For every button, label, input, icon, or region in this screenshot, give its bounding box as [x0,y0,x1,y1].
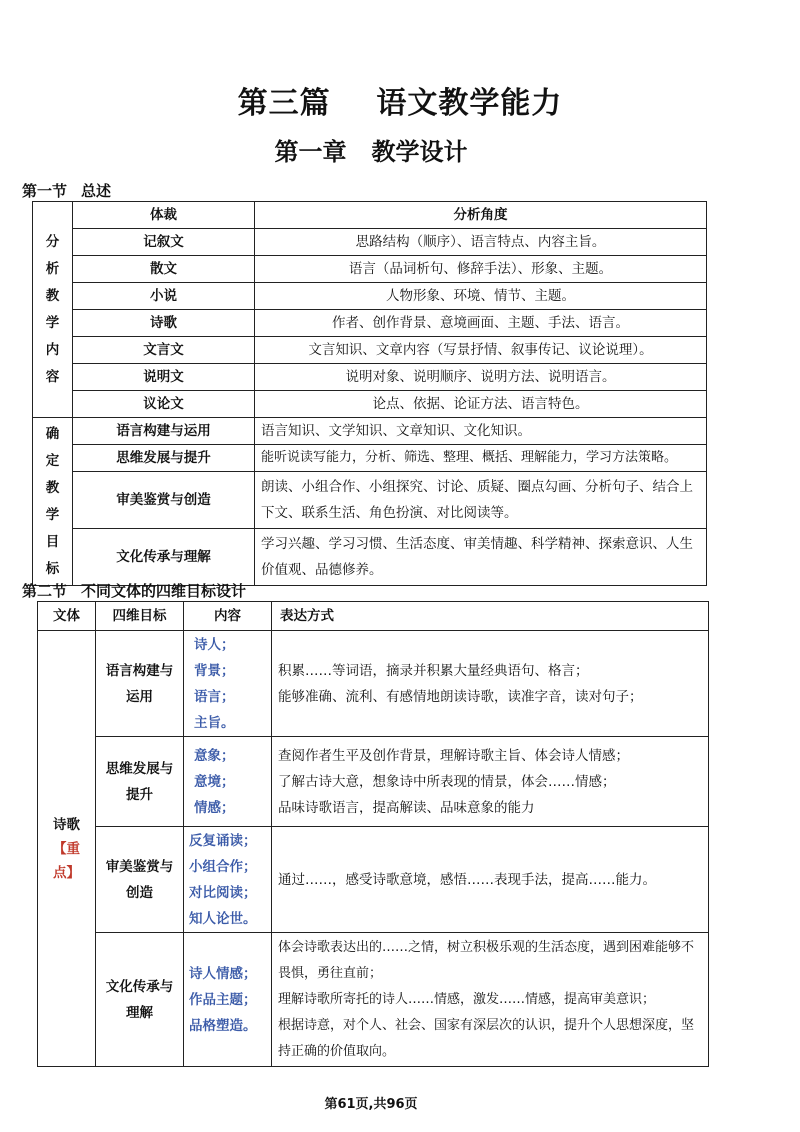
title-name: 语文教学能力 [376,86,563,121]
table-row [33,337,707,364]
dim-cell: 审美鉴赏与 创造 [96,827,184,933]
header-genre: 体裁 [73,202,255,229]
table-row [33,283,707,310]
page-number: 第61页,共96页 [324,1097,418,1112]
goal-desc-cell: 能听说读写能力，分析、筛选、整理、概括、理解能力，学习方法策略。 [255,445,707,472]
expr-cell: 查阅作者生平及创作背景，理解诗歌主旨、体会诗人情感； 了解古诗大意，想象诗中所表现的情景，体会……情感； 品味诗歌语言，提高解读、品味意象的能力 [272,737,709,827]
content-cell: 意象； 意境； 情感； [184,737,272,827]
goal-name-cell: 语言构建与运用 [73,418,255,445]
table-row [38,933,709,1067]
section2-name: 不同文体的四维目标设计 [81,582,247,600]
angle-cell: 说明对象、说明顺序、说明方法、说明语言。 [255,364,707,391]
table-row [33,472,707,529]
goal-desc-cell: 学习兴趣、学习习惯、生活态度、审美情趣、科学精神、探索意识、人生价值观、品德修养。 [255,529,707,586]
chapter-title [0,132,742,167]
genre-cell: 议论文 [73,391,255,418]
goal-name-cell: 审美鉴赏与创造 [73,472,255,529]
dim-cell: 文化传承与 理解 [96,933,184,1067]
section1-num: 第一节 [22,182,68,200]
genre-poetry-cell [38,631,96,1067]
genre-cell: 记叙文 [73,229,255,256]
section1-name: 总述 [81,182,112,200]
group1-label: 分 析 教 学 内 容 [33,202,73,418]
group2-label: 确 定 教 学 目 标 [33,418,73,586]
goals-design-table [37,601,709,1067]
content-cell: 诗人情感； 作品主题； 品格塑造。 [184,933,272,1067]
goal-desc-cell: 朗读、小组合作、小组探究、讨论、质疑、圈点勾画、分析句子、结合上下文、联系生活、角色扮演、对比阅读等。 [255,472,707,529]
header-content: 内容 [184,602,272,631]
table-row [33,229,707,256]
expr-cell: 通过……，感受诗歌意境，感悟……表现手法，提高……能力。 [272,827,709,933]
angle-cell: 作者、创作背景、意境画面、主题、手法、语言。 [255,310,707,337]
genre-cell: 说明文 [73,364,255,391]
header-dim: 四维目标 [96,602,184,631]
header-expr: 表达方式 [272,602,709,631]
goal-name-cell: 文化传承与理解 [73,529,255,586]
goal-desc-cell: 语言知识、文学知识、文章知识、文化知识。 [255,418,707,445]
page-title [0,78,800,122]
angle-cell: 文言知识、文章内容（写景抒情、叙事传记、议论说理）。 [255,337,707,364]
angle-cell: 语言（品词析句、修辞手法）、形象、主题。 [255,256,707,283]
analysis-table [32,201,707,586]
angle-cell: 论点、依据、论证方法、语言特色。 [255,391,707,418]
table-row [33,445,707,472]
key-label-1: 【重 [53,840,80,857]
expr-cell: 体会诗歌表达出的……之情，树立积极乐观的生活态度，遇到困难能够不畏惧，勇往直前； 理解诗歌所寄托的诗人……情感，激发……情感，提高审美意识； 根据诗意，对个人、社会、国家有深层次的认识，提升个人思想深度，坚持正确的价值取向。 [272,933,709,1067]
table-row [38,827,709,933]
chapter-name: 教学设计 [371,137,468,166]
dim-cell: 语言构建与 运用 [96,631,184,737]
header-angle: 分析角度 [255,202,707,229]
genre-label: 诗歌 [53,816,80,833]
table-row [33,391,707,418]
table-row [33,256,707,283]
angle-cell: 思路结构（顺序）、语言特点、内容主旨。 [255,229,707,256]
expr-cell: 积累……等词语，摘录并积累大量经典语句、格言； 能够准确、流利、有感情地朗读诗歌，读准字音，读对句子； [272,631,709,737]
chapter-num: 第一章 [274,137,347,166]
table-header-row [38,602,709,631]
genre-cell: 诗歌 [73,310,255,337]
dim-cell: 思维发展与 提升 [96,737,184,827]
table-row [33,529,707,586]
goal-name-cell: 思维发展与提升 [73,445,255,472]
section2-num: 第二节 [22,582,68,600]
title-part: 第三篇 [237,86,331,121]
table-row [33,418,707,445]
genre-cell: 散文 [73,256,255,283]
content-cell: 反复诵读； 小组合作； 对比阅读； 知人论世。 [184,827,272,933]
table-row [38,631,709,737]
angle-cell: 人物形象、环境、情节、主题。 [255,283,707,310]
genre-cell: 文言文 [73,337,255,364]
header-genre: 文体 [38,602,96,631]
table-row [33,364,707,391]
section2-heading [22,580,246,601]
table-header-row [33,202,707,229]
section1-heading [22,180,111,201]
content-cell: 诗人； 背景； 语言； 主旨。 [184,631,272,737]
table-row [38,737,709,827]
table-row [33,310,707,337]
genre-cell: 小说 [73,283,255,310]
key-label-2: 点】 [53,864,80,881]
